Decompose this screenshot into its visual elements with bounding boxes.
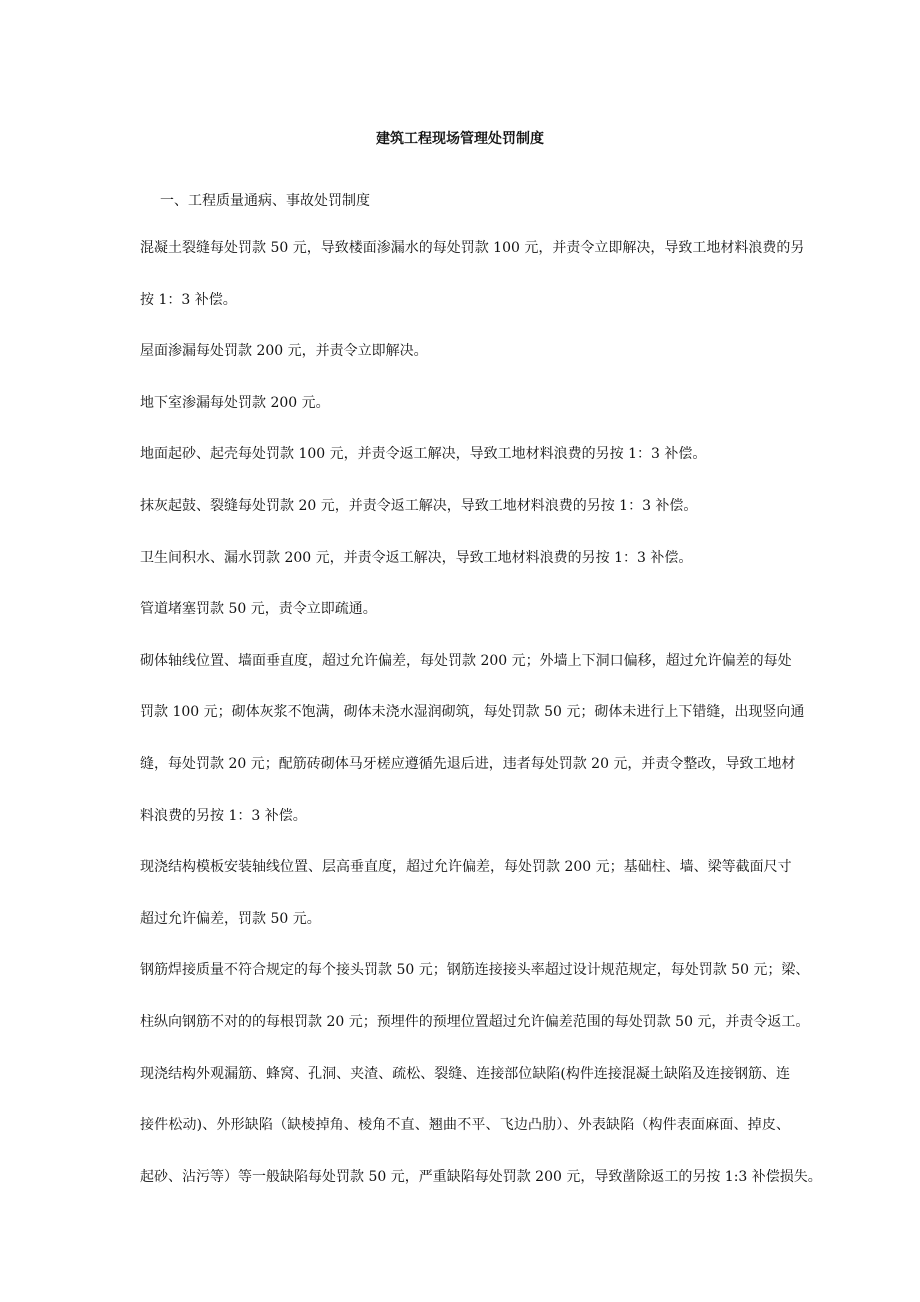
paragraph-line: 钢筋焊接质量不符合规定的每个接头罚款 50 元；钢筋连接接头率超过设计规范规定，每处罚款 50 元；梁、 — [140, 962, 810, 979]
paragraph-line: 地面起砂、起壳每处罚款 100 元，并责令返工解决，导致工地材料浪费的另按 1：3 补偿。 — [140, 446, 707, 463]
document-body — [140, 238, 822, 1218]
document-title: 建筑工程现场管理处罚制度 — [376, 131, 544, 147]
paragraph-line: 砌体轴线位置、墙面垂直度，超过允许偏差，每处罚款 200 元；外墙上下洞口偏移，超过允许偏差的每处 — [140, 652, 792, 669]
paragraph-line: 接件松动)、外形缺陷（缺棱掉角、棱角不直、翘曲不平、飞边凸肋）、外表缺陷（构件表面麻面、掉皮、 — [140, 1117, 790, 1134]
paragraph-line: 料浪费的另按 1：3 补偿。 — [140, 807, 307, 824]
paragraph-line: 柱纵向钢筋不对的的每根罚款 20 元；预埋件的预埋位置超过允许偏差范围的每处罚款 50 元，并责令返工。 — [140, 1013, 810, 1030]
paragraph-line: 现浇结构外观漏筋、蜂窝、孔洞、夹渣、疏松、裂缝、连接部位缺陷(构件连接混凝土缺陷及连接钢筋、连 — [140, 1065, 790, 1082]
paragraph-line: 按 1：3 补偿。 — [140, 291, 237, 308]
paragraph-line: 抹灰起鼓、裂缝每处罚款 20 元，并责令返工解决，导致工地材料浪费的另按 1：3 补偿。 — [140, 497, 698, 514]
paragraph-line: 管道堵塞罚款 50 元，责令立即疏通。 — [140, 601, 377, 618]
paragraph-line: 地下室渗漏每处罚款 200 元。 — [140, 394, 330, 411]
paragraph-line: 卫生间积水、漏水罚款 200 元，并责令返工解决，导致工地材料浪费的另按 1：3 补偿。 — [140, 549, 693, 566]
paragraph-line: 超过允许偏差，罚款 50 元。 — [140, 910, 321, 927]
paragraph-line: 罚款 100 元；砌体灰浆不饱满，砌体未浇水湿润砌筑，每处罚款 50 元；砌体未进行上下错缝，出现竖向通 — [140, 704, 805, 721]
paragraph-line: 缝，每处罚款 20 元；配筋砖砌体马牙槎应遵循先退后进，违者每处罚款 20 元，并责令整改，导致工地材 — [140, 755, 796, 772]
paragraph-line: 起砂、沾污等）等一般缺陷每处罚款 50 元，严重缺陷每处罚款 200 元，导致凿除返工的另按 1:3 补偿损失。 — [140, 1168, 822, 1185]
section-heading: 一、工程质量通病、事故处罚制度 — [160, 193, 370, 209]
paragraph-line: 混凝土裂缝每处罚款 50 元，导致楼面渗漏水的每处罚款 100 元，并责令立即解决，导致工地材料浪费的另 — [140, 240, 805, 256]
paragraph-line: 屋面渗漏每处罚款 200 元，并责令立即解决。 — [140, 343, 428, 360]
paragraph-line: 现浇结构模板安装轴线位置、层高垂直度，超过允许偏差，每处罚款 200 元；基础柱、墙、梁等截面尺寸 — [140, 859, 792, 876]
